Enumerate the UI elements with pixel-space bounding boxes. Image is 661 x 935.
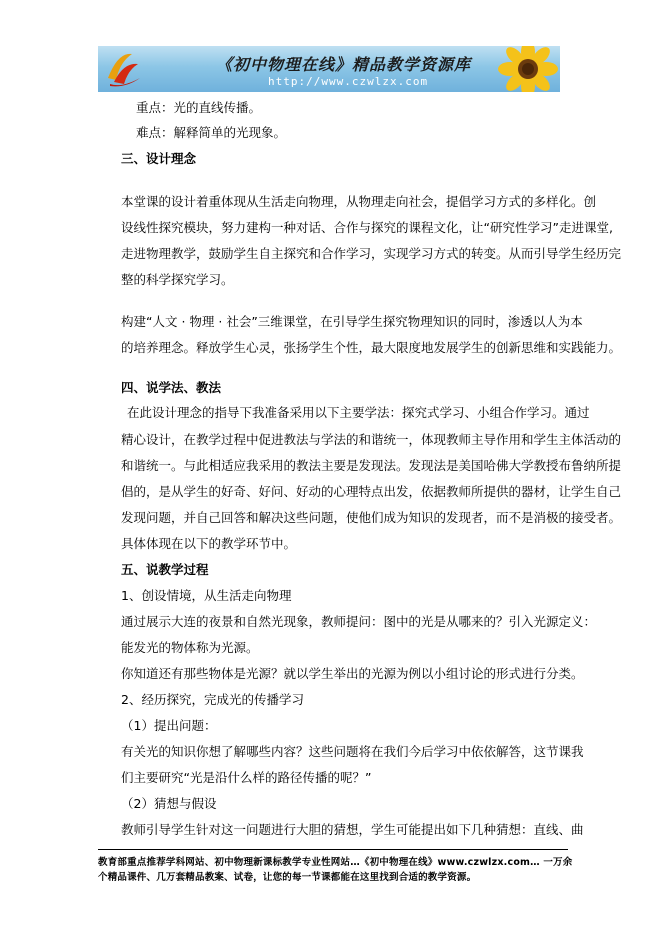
- paragraph-line: 倡的，是从学生的好奇、好问、好动的心理特点出发，依据教师所提供的器材，让学生自己: [121, 484, 622, 499]
- paragraph-line: 在此设计理念的指导下我准备采用以下主要学法：探究式学习、小组合作学习。通过: [127, 405, 590, 420]
- banner-url: http://www.czwlzx.com: [268, 75, 429, 88]
- paragraph-line: 和谐统一。与此相适应我采用的教法主要是发现法。发现法是美国哈佛大学教授布鲁纳所提: [121, 458, 622, 473]
- footer-line: 教育部重点推荐学科网站、初中物理新课标教学专业性网站…《初中物理在线》www.czwlzx.com… 一万余: [98, 857, 573, 868]
- paragraph-line: 有关光的知识你想了解哪些内容？这些问题将在我们今后学习中依依解答，这节课我: [121, 744, 584, 759]
- subsection-heading: 1、创设情境，从生活走向物理: [121, 588, 292, 603]
- difficult-point: 难点：解释简单的光现象。: [136, 125, 287, 140]
- paragraph-line: 本堂课的设计着重体现从生活走向物理，从物理走向社会，提倡学习方式的多样化。创: [121, 194, 597, 209]
- paragraph-line: 具体体现在以下的教学环节中。: [121, 536, 297, 551]
- page-footer: [98, 849, 573, 883]
- subsection-heading: 2、经历探究，完成光的传播学习: [121, 692, 304, 707]
- paragraph-line: 能发光的物体称为光源。: [121, 640, 259, 655]
- key-point: 重点：光的直线传播。: [136, 100, 262, 115]
- site-logo-icon: [102, 48, 146, 90]
- footer-line: 个精品课件、几万套精品教案、试卷，让您的每一节课都能在这里找到合适的教学资源。: [98, 872, 477, 883]
- paragraph-line: 发现问题，并自己回答和解决这些问题，使他们成为知识的发现者，而不是消极的接受者。: [121, 510, 622, 525]
- paragraph-line: 通过展示大连的夜景和自然光现象，教师提问：图中的光是从哪来的？引入光源定义：: [121, 614, 597, 629]
- paragraph-line: 精心设计，在教学过程中促进教法与学法的和谐统一，体现教师主导作用和学生主体活动的: [121, 432, 622, 447]
- paragraph-line: 构建“人文 · 物理 · 社会”三维课堂，在引导学生探究物理知识的同时，渗透以人为本: [121, 314, 583, 329]
- section-heading-process: 五、说教学过程: [121, 562, 209, 577]
- paragraph-line: 走进物理教学，鼓励学生自主探究和合作学习，实现学习方式的转变。从而引导学生经历完: [121, 246, 622, 261]
- section-heading-design: 三、设计理念: [121, 151, 197, 166]
- paragraph-line: 你知道还有那些物体是光源？就以学生举出的光源为例以小组讨论的形式进行分类。: [121, 666, 584, 681]
- paragraph-line: 们主要研究“光是沿什么样的路径传播的呢？”: [121, 770, 372, 785]
- paragraph-line: 整的科学探究学习。: [121, 272, 234, 287]
- step-heading: （1）提出问题：: [121, 718, 217, 733]
- section-heading-methods: 四、说学法、教法: [121, 380, 222, 395]
- sunflower-icon: [488, 46, 560, 92]
- banner-title: 《初中物理在线》精品教学资源库: [216, 55, 472, 74]
- paragraph-line: 教师引导学生针对这一问题进行大胆的猜想，学生可能提出如下几种猜想：直线、曲: [121, 822, 584, 837]
- paragraph-line: 的培养理念。释放学生心灵，张扬学生个性，最大限度地发展学生的创新思维和实践能力。: [121, 340, 622, 355]
- header-banner: [98, 46, 560, 92]
- step-heading: （2）猜想与假设: [121, 796, 217, 811]
- paragraph-line: 设线性探究模块，努力建构一种对话、合作与探究的课程文化，让“研究性学习”走进课堂,: [121, 220, 613, 235]
